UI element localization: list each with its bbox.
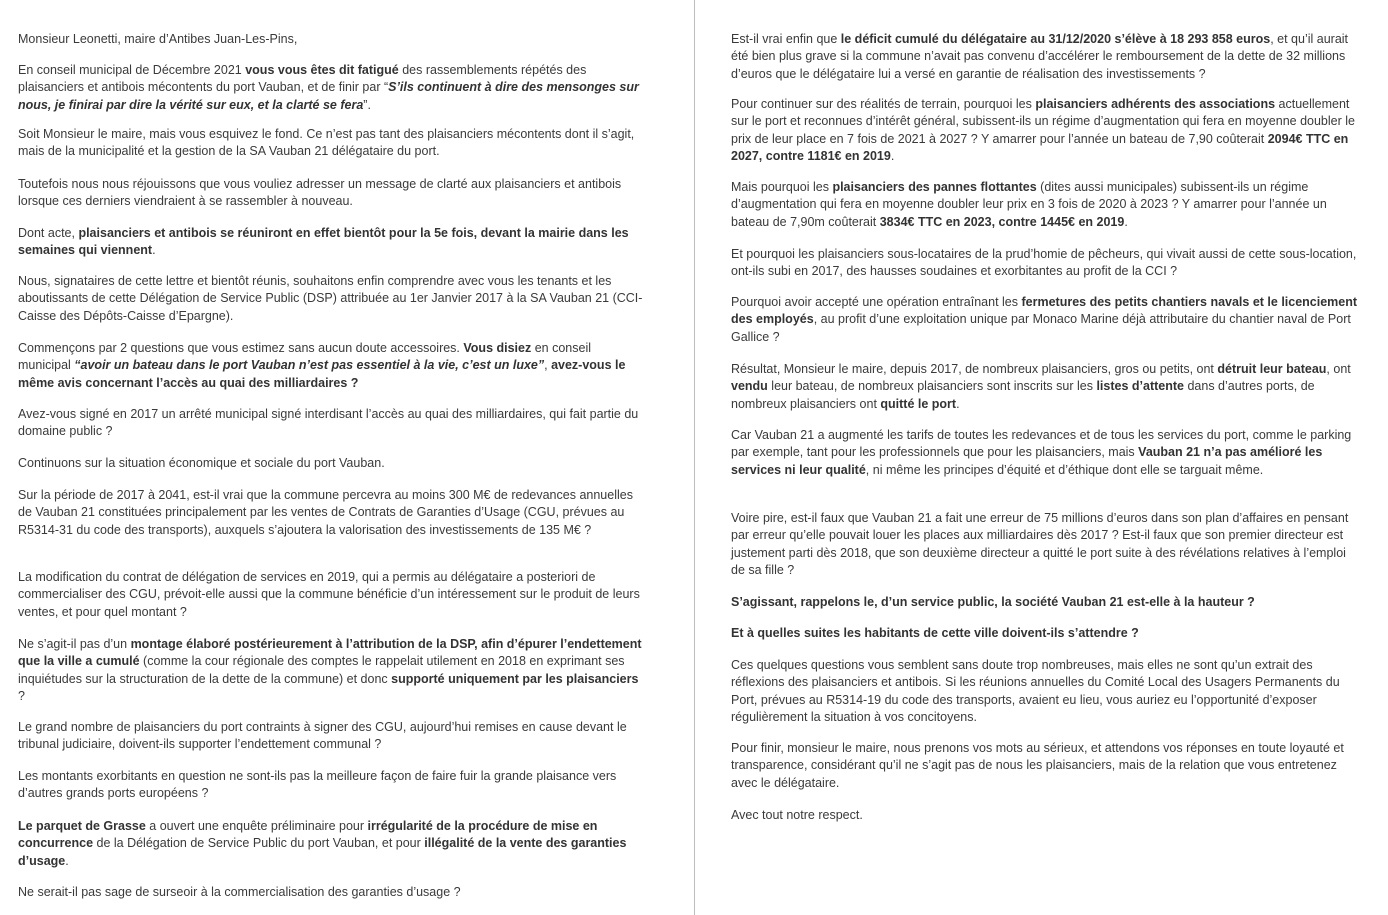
text-run: La modification du contrat de délégation de services en 2019, qui a permis au délégataire a posteriori de commercialiser des CGU, prévoit-elle aussi que la commune bénéficie d’un intéressement sur le produit de leurs ventes, et pour quel montant ? (18, 570, 640, 619)
text-run: (dites aussi municipales) subissent-ils un régime d’augmentation qui fera en moyenne doubler leur prix en 3 fois de 2020 à 2023 ? Y amarrer pour l’année un bateau de 7,90m coûterait (731, 180, 1327, 229)
bold-text-run: le déficit cumulé du délégataire au 31/12/2020 s’élève à 18 293 858 euros (840, 32, 1271, 46)
text-run: , au profit d’une exploitation unique par Monaco Marine déjà attributaire du chantier naval de Port Gallice ? (731, 312, 1351, 344)
bold-text-run: illégalité de la vente des garanties d’usage (18, 836, 627, 868)
text-run: a ouvert une enquête préliminaire pour (145, 819, 368, 833)
paragraph (18, 62, 646, 114)
text-run: Toutefois nous nous réjouissons que vous vouliez adresser un message de clarté aux plaisanciers et antibois lorsque ces derniers viendraient à se rassembler à nouveau. (18, 177, 622, 209)
text-run: . (152, 243, 156, 258)
paragraph (731, 246, 1361, 281)
bold-text-run: vous vous êtes dit fatigué (245, 63, 399, 77)
bold-text-run: irrégularité de la procédure de mise en concurrence (18, 819, 598, 851)
text-run: Avec tout notre respect. (731, 808, 863, 822)
text-run: En conseil municipal de Décembre 2021 (18, 63, 246, 77)
text-run: Ces quelques questions vous semblent sans doute trop nombreuses, mais elles ne sont qu’un extrait des réflexions des plaisanciers et antibois. Si les réunions annuelles du Comité Local des Usagers Permanents du Port, prévues au R5314-19 du code des transports, avaient eu lieu, vous auriez eu l’opportunité d’exposer régulièrement la situation à vos concitoyens. (731, 658, 1340, 725)
paragraph (731, 427, 1361, 479)
text-run: Pour continuer sur des réalités de terrain, pourquoi les (731, 97, 1036, 111)
paragraph (731, 510, 1361, 580)
text-run: actuellement sur le port et reconnues d’intérêt général, subissent-ils un régime d’augmentation qui fera en moyenne doubler le prix de leur place en 7 fois de 2021 à 2027 ? Y amarrer pour l’année un bateau de 7,90 coûterait (731, 97, 1355, 146)
bold-text-run: supporté uniquement par les plaisanciers (391, 671, 639, 686)
paragraph (731, 361, 1361, 413)
text-run: Est-il vrai enfin que (731, 32, 841, 46)
paragraph (18, 273, 646, 325)
bold-text-run: 3834€ TTC en 2023, contre 1445€ en 2019 (879, 214, 1125, 229)
paragraph (731, 807, 1361, 824)
paragraph (731, 657, 1361, 727)
paragraph (18, 176, 646, 211)
text-run: Les montants exorbitants en question ne sont-ils pas la meilleure façon de faire fuir la grande plaisance vers d’autres grands ports européens ? (18, 769, 617, 801)
text-run: . (65, 853, 69, 868)
paragraph (18, 31, 646, 48)
text-run: Dont acte, (18, 226, 79, 240)
bold-text-run: Le parquet de Grasse (18, 819, 146, 833)
bold-text-run: listes d’attente (1096, 379, 1184, 394)
bold-text-run: Vauban 21 n’a pas amélioré les services ni leur qualité (731, 445, 1323, 477)
paragraph (18, 406, 646, 441)
paragraph (731, 740, 1361, 792)
text-run: Et pourquoi les plaisanciers sous-locataires de la prud’homie de pêcheurs, qui vivait aussi de cette sous-location, ont-ils subi en 2017, des hausses soudaines et exorbitantes au profit de la CCI ? (731, 247, 1357, 279)
text-run: Monsieur Leonetti, maire d’Antibes Juan-Les-Pins, (18, 32, 298, 46)
text-run: . (890, 149, 895, 164)
text-run: ? (18, 689, 25, 704)
bold-text-run: détruit leur bateau (1217, 362, 1327, 376)
text-run: Ne s’agit-il pas d’un (18, 637, 131, 651)
paragraph (731, 96, 1361, 166)
paragraph (18, 884, 646, 901)
text-run: . (1124, 214, 1128, 229)
paragraph (18, 569, 646, 621)
bold-text-run: plaisanciers adhérents des associations (1035, 97, 1276, 111)
paragraph (731, 31, 1361, 83)
text-run: des rassemblements répétés des plaisanciers et antibois mécontents du port Vauban, et de finir par “ (18, 63, 587, 95)
bold-text-run: plaisanciers des pannes flottantes (832, 180, 1037, 194)
text-run: Sur la période de 2017 à 2041, est-il vrai que la commune percevra au moins 300 M€ de redevances annuelles de Vauban 21 constituées principalement par les ventes de Contrats de Garanties d’Usage (CGU, prévues au R5314-31 du code des transports), auxquels s’ajoutera la valorisation des investissements de 135 M€ ? (18, 488, 633, 537)
text-run: , (544, 358, 552, 373)
column-divider (694, 0, 695, 915)
paragraph (18, 340, 646, 392)
paragraph (18, 487, 646, 539)
bold-text-run: plaisanciers et antibois se réuniront en effet bientôt pour la 5e fois, devant la mairie dans les semaines qui viennent (18, 226, 629, 258)
bold-text-run: montage élaboré postérieurement à l’attribution de la DSP, afin d’épurer l’endettement que la ville a cumulé (18, 637, 642, 669)
text-run: Nous, signataires de cette lettre et bientôt réunis, souhaitons enfin comprendre avec vous les tenants et les aboutissants de cette Délégation de Service Public (DSP) attribuée au 1er Janvier 2017 à la SA Vauban 21 (CCI-Caisse des Dépôts-Caisse d’Epargne). (18, 274, 643, 323)
bold-text-run: S’ils continuent à dire des mensonges sur nous, je finirai par dire la vérité sur eux, et la clarté se fera (18, 80, 639, 112)
text-run: , et qu’il aurait été bien plus grave si la commune n’avait pas convenu d’accélérer le remboursement de la dette de 32 millions d’euros que le délégataire lui a versé en garantie de réalisation des investissements ? (731, 32, 1349, 81)
paragraph (731, 294, 1361, 346)
text-run: Ne serait-il pas sage de surseoir à la commercialisation des garanties d’usage ? (18, 885, 461, 899)
paragraph (18, 126, 646, 161)
bold-text-run: Et à quelles suites les habitants de cette ville doivent-ils s’attendre ? (731, 626, 1139, 640)
paragraph (18, 768, 646, 803)
bold-text-run: avez-vous le même avis concernant l’accès au quai des milliardaires ? (18, 358, 626, 390)
text-run: Le grand nombre de plaisanciers du port contraints à signer des CGU, aujourd’hui remises en cause devant le tribunal judiciaire, doivent-ils supporter l’endettement communal ? (18, 720, 627, 752)
text-run: Mais pourquoi les (731, 180, 833, 194)
text-run: Pourquoi avoir accepté une opération entraînant les (731, 295, 1022, 309)
bold-text-run: 2094€ TTC en 2027, contre 1181€ en 2019 (731, 131, 1349, 164)
text-run: ”. (363, 97, 371, 112)
text-run: Car Vauban 21 a augmenté les tarifs de toutes les redevances et de tous les services du port, comme le parking par exemple, tant pour les professionnels que pour les plaisanciers, mais (731, 428, 1352, 460)
paragraph (18, 818, 646, 870)
text-run: (comme la cour régionale des comptes le rappelait utilement en 2018 en exprimant ses inquiétudes sur la structuration de la dette de la commune) et donc (18, 654, 625, 686)
bold-text-run: quitté le port (880, 396, 957, 411)
text-run: , ont (1326, 362, 1351, 376)
paragraph (731, 625, 1361, 642)
text-run: en conseil municipal (18, 341, 591, 373)
text-run: Pour finir, monsieur le maire, nous prenons vos mots au sérieux, et attendons vos réponses en toute loyauté et transparence, considérant qu’il ne s’agit pas de nous les plaisanciers, mais de la relation que vous entretenez avec le délégataire. (731, 741, 1344, 790)
text-run: Commençons par 2 questions que vous estimez sans aucun doute accessoires. (18, 341, 464, 355)
paragraph (18, 636, 646, 706)
text-run: Avez-vous signé en 2017 un arrêté municipal signé interdisant l’accès au quai des milliardaires, qui fait partie du domaine public ? (18, 407, 639, 439)
bold-text-run: vendu (731, 379, 768, 394)
text-run: dans d’autres ports, de nombreux plaisanciers ont (731, 379, 1315, 411)
text-run: Voire pire, est-il faux que Vauban 21 a fait une erreur de 75 millions d’euros dans son plan d’affaires en pensant par erreur qu’elle pouvait louer les places aux milliardaires dès 2017 ? Est-il faux que son premier directeur est justement parti dès 2018, que son deuxième directeur a quitté le port suite à des révélations relatives à l’emploi de sa fille ? (731, 511, 1349, 578)
bold-text-run: S’agissant, rappelons le, d’un service public, la société Vauban 21 est-elle à la hauteur ? (731, 595, 1255, 609)
paragraph (731, 179, 1361, 231)
text-run: de la Délégation de Service Public du port Vauban, et pour (93, 836, 425, 851)
bold-text-run: “avoir un bateau dans le port Vauban n’est pas essentiel à la vie, c’est un luxe” (74, 358, 545, 373)
paragraph (18, 455, 646, 472)
text-run: Résultat, Monsieur le maire, depuis 2017, de nombreux plaisanciers, gros ou petits, ont (731, 362, 1218, 376)
text-run: leur bateau, de nombreux plaisanciers sont inscrits sur les (767, 379, 1097, 394)
text-run: . (956, 396, 960, 411)
text-run: Continuons sur la situation économique et sociale du port Vauban. (18, 456, 385, 470)
paragraph (731, 594, 1361, 611)
text-run: , ni même les principes d’équité et d’éthique dont elle se targuait même. (865, 462, 1264, 477)
bold-text-run: Vous disiez (463, 341, 532, 355)
bold-text-run: fermetures des petits chantiers navals et le licenciement des employés (731, 295, 1358, 327)
text-run: Soit Monsieur le maire, mais vous esquivez le fond. Ce n’est pas tant des plaisanciers mécontents dont il s’agit, mais de la municipalité et la gestion de la SA Vauban 21 délégataire du port. (18, 127, 635, 159)
paragraph (18, 719, 646, 754)
paragraph (18, 225, 646, 260)
